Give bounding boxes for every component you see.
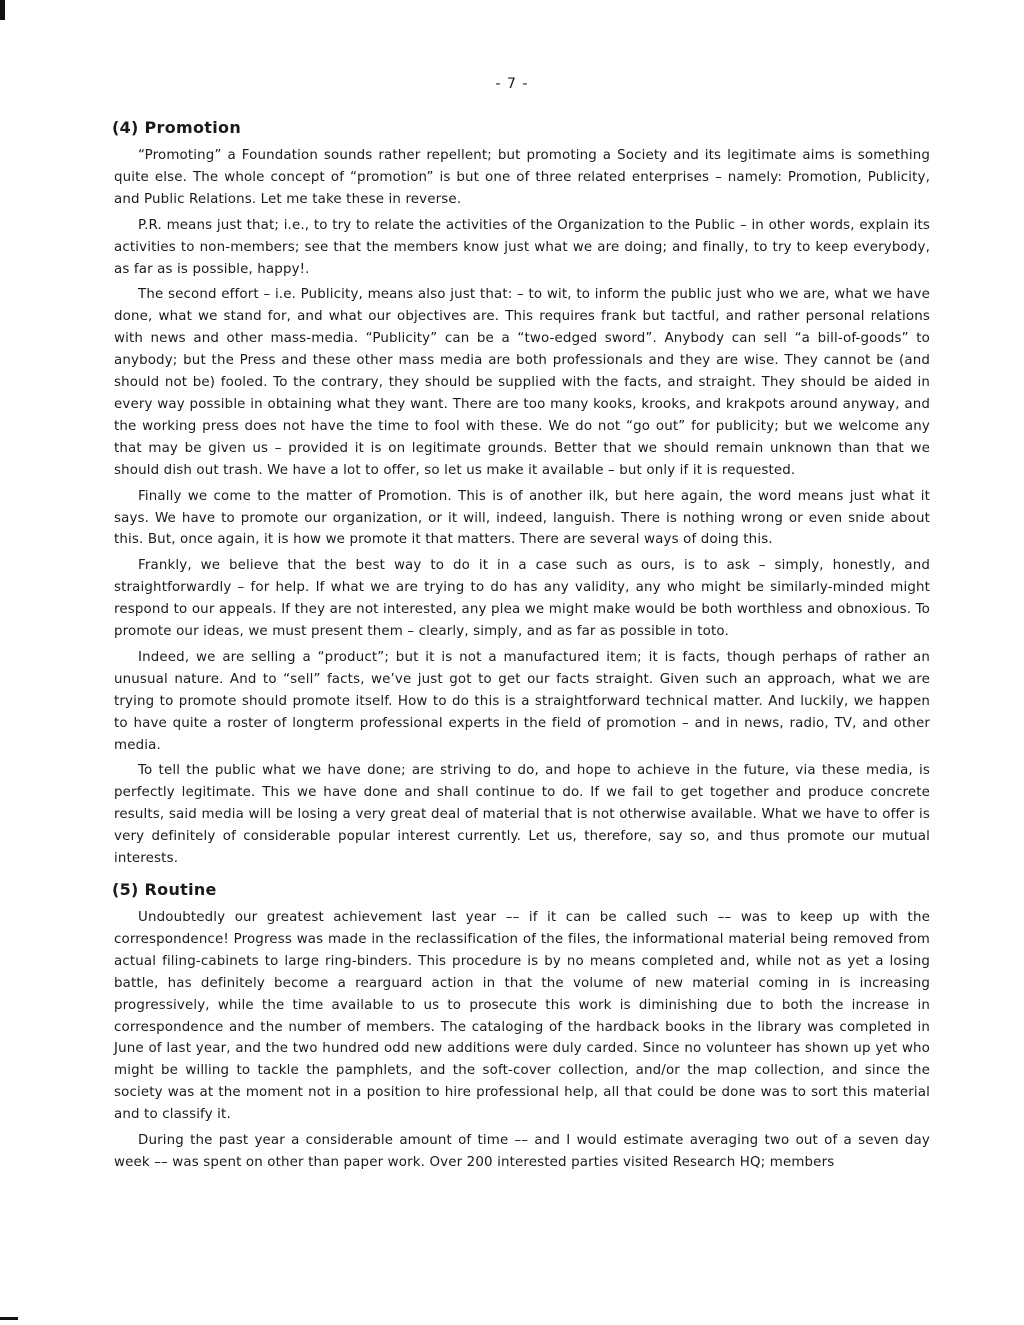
paragraph: The second effort – i.e. Publicity, means also just that: – to wit, to inform the public just who we are, what we have done, what we stand for, and what our objectives are. This requires frank but tactful, and rather personal relations with news and other mass-media. “Publicity” can be a “two-edged sword”. Anybody can sell “a bill-of-goods” to anybody; but the Press and these other mass media are both professionals and they are wise. They cannot be (and should not be) fooled. To the contrary, they should be supplied with the facts, and straight. They should be aided in every way possible in obtaining what they want. There are too many kooks, krooks, and krakpots around anyway, and the working press does not have the time to fool with these. We do not “go out” for publicity; but we welcome any that may be given us – provided it is on legitimate grounds. Better that we should remain unknown than that we should dish out trash. We have a lot to offer, so let us make it available – but only if it is requested. (114, 287, 930, 478)
paragraph: During the past year a considerable amount of time –– and I would estimate averaging two out of a seven day week –– was spent on other than paper work. Over 200 interested parties visited Research HQ; members (114, 1133, 930, 1170)
paragraph: Frankly, we believe that the best way to do it in a case such as ours, is to ask – simply, honestly, and straightforwardly – for help. If what we are trying to do has any validity, any who might be similarly-minded might respond to our appeals. If they are not interested, any plea we might make would be both worthless and obnoxious. To promote our ideas, we must present them – clearly, simply, and as far as possible in toto. (114, 558, 930, 640)
scan-edge-mark-top (0, 0, 5, 20)
section-heading-routine: (5) Routine (112, 880, 217, 899)
paragraph: Indeed, we are selling a “product”; but it is not a manufactured item; it is facts, though perhaps of rather an unusual nature. And to “sell” facts, we’ve just got to get our facts straight. Given such an approach, what we are trying to promote should promote itself. How to do this is a straightforward technical matter. And luckily, we happen to have quite a roster of longterm professional experts in the field of promotion – and in news, radio, TV, and other media. (114, 649, 930, 753)
scan-edge-mark-bottom (0, 1317, 18, 1320)
paragraph: “Promoting” a Foundation sounds rather repellent; but promoting a Society and its legitimate aims is something quite else. The whole concept of “promotion” is but one of three related enterprises – namely: Promotion, Publicity, and Public Relations. Let me take these in reverse. (114, 148, 930, 207)
paragraph: Undoubtedly our greatest achievement last year –– if it can be called such –– was to keep up with the correspondence! Progress was made in the reclassification of the files, the informational material being removed from actual filing-cabinets to large ring-binders. This procedure is by no means completed and, while not as yet a losing battle, has definitely become a rearguard action in that the volume of new material coming in is increasing progressively, while the time available to us to prosecute this work is diminishing due to both the increase in correspondence and the number of members. The cataloging of the hardback books in the library was completed in June of last year, and the two hundred odd new additions were duly carded. Since no volunteer has shown up yet who might be willing to tackle the pamphlets, and the soft-cover collection, and/or the map collection, and since the society was at the moment not in a position to hire professional help, all that could be done was to sort this material and to classify it. (114, 910, 930, 1123)
paragraph: To tell the public what we have done; are striving to do, and hope to achieve in the future, via these media, is perfectly legitimate. This we have done and shall continue to do. If we fail to get together and produce concrete results, said media will be losing a very great deal of material that is not otherwise available. What we have to offer is very definitely of considerable popular interest currently. Let us, therefore, say so, and thus promote our mutual interests. (114, 763, 930, 867)
page-number: - 7 - (495, 76, 529, 92)
paragraph: Finally we come to the matter of Promotion. This is of another ilk, but here again, the word means just what it says. We have to promote our organization, or it will, indeed, languish. There is nothing wrong or even snide about this. But, once again, it is how we promote it that matters. There are several ways of doing this. (114, 488, 930, 548)
document-body (114, 118, 930, 1178)
section-heading-promotion: (4) Promotion (112, 118, 242, 137)
paragraph: P.R. means just that; i.e., to try to relate the activities of the Organization to the Public – in other words, explain its activities to non-members; see that the members know just what we are doing; and finally, to try to keep everybody, as far as is possible, happy!. (114, 217, 930, 277)
